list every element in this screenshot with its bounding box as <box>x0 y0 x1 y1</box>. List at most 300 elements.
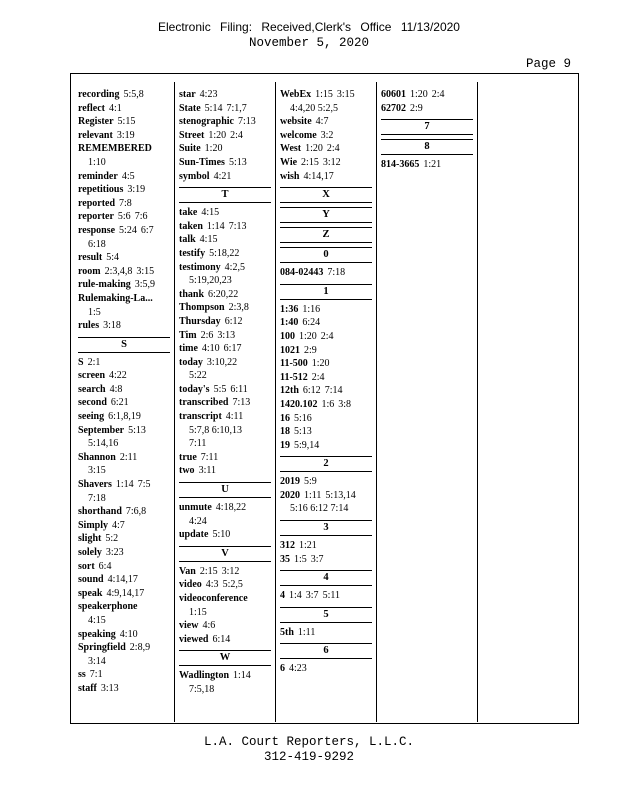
index-section-header <box>280 643 372 659</box>
index-section-header <box>280 570 372 586</box>
section-letter: U <box>179 483 271 498</box>
index-entry <box>78 587 170 601</box>
page-line-ref-continued: 7:18 <box>88 492 106 504</box>
index-word: Springfield <box>78 642 126 654</box>
index-word: search <box>78 383 106 395</box>
index-entry <box>78 197 170 211</box>
page-line-ref: 4:15 <box>201 207 220 219</box>
index-section-header <box>280 284 372 300</box>
page-line-ref: 1:20 <box>311 358 330 370</box>
index-column-2 <box>179 88 271 697</box>
index-word: 35 <box>280 553 290 565</box>
page-line-ref: 6:4 <box>98 560 112 572</box>
page-line-ref-continued: 7:11 <box>189 438 207 450</box>
index-word: 60601 <box>381 89 406 100</box>
index-entry <box>280 316 372 330</box>
index-word: ss <box>78 669 86 681</box>
index-word: State <box>179 102 201 114</box>
page-line-ref: 1:20 <box>208 129 227 141</box>
page-line-ref: 5:9 <box>304 476 317 488</box>
index-word: sound <box>78 574 104 586</box>
index-entry <box>179 451 271 465</box>
page-line-ref: 7:14 <box>324 385 343 397</box>
page-line-ref: 5:11 <box>322 590 340 602</box>
page-line-ref: 2:6 <box>200 329 214 341</box>
index-entry <box>78 600 170 614</box>
index-word: wish <box>280 170 300 182</box>
page-line-ref: 3:8 <box>338 398 352 410</box>
page-line-ref: 7:13 <box>238 116 256 128</box>
page-line-ref: 5:18,22 <box>209 247 240 259</box>
index-section-header <box>78 337 170 353</box>
page-line-ref: 4:1 <box>109 102 122 114</box>
index-word: slight <box>78 533 102 545</box>
page-line-ref: 1:20 <box>299 330 317 342</box>
page-line-ref: 5:10 <box>212 529 231 541</box>
index-entry <box>179 383 271 397</box>
page-line-ref: 1:20 <box>305 143 323 155</box>
page-line-ref: 5:13,14 <box>325 489 356 501</box>
page-line-ref: 2:3,8 <box>228 302 249 314</box>
index-entry <box>280 589 372 603</box>
page-line-ref: 3:13 <box>100 682 119 694</box>
page-line-ref: 4:3 <box>205 579 219 591</box>
page-line-ref: 5:13 <box>128 424 146 436</box>
index-word: rule-making <box>78 279 131 291</box>
header-date: November 5, 2020 <box>248 36 370 50</box>
page-line-ref: 6:20,22 <box>208 288 239 300</box>
index-entry <box>78 278 170 292</box>
index-word: transcribed <box>179 397 229 409</box>
index-word: Thursday <box>179 315 221 327</box>
page-line-ref: 6:14 <box>212 633 231 645</box>
index-entry <box>280 489 372 503</box>
index-entry <box>179 261 271 275</box>
index-entry <box>78 546 170 560</box>
index-entry <box>280 439 372 453</box>
index-column-1 <box>78 88 170 696</box>
index-entry <box>280 170 372 184</box>
page-line-ref: 5:15 <box>117 116 136 128</box>
index-word: Suite <box>179 143 201 155</box>
page-line-ref: 4:10 <box>119 628 138 640</box>
page-line-ref: 3:10,22 <box>206 356 238 368</box>
index-word: thank <box>179 288 205 300</box>
index-word: testify <box>179 247 206 259</box>
page-line-ref: 1:11 <box>297 626 316 638</box>
index-entry <box>78 115 170 129</box>
index-word: reflect <box>78 102 106 114</box>
index-entry <box>280 142 372 156</box>
page-line-ref: 4:14,17 <box>303 170 334 182</box>
page-line-ref: 7:13 <box>232 397 251 409</box>
index-word: 16 <box>280 412 290 424</box>
index-entry <box>280 425 372 439</box>
index-word: repetitious <box>78 184 124 196</box>
page-line-ref: 5:2 <box>105 533 119 545</box>
index-word: Register <box>78 116 114 128</box>
page-line-ref: 2:3,4,8 <box>104 265 133 277</box>
page-line-ref: 4:5 <box>121 170 135 182</box>
index-word: Street <box>179 129 205 141</box>
page-line-ref: 4:21 <box>213 170 232 182</box>
index-word: two <box>179 465 195 477</box>
page-line-ref-continued: 7:5,18 <box>189 683 215 695</box>
page-line-ref: 3:12 <box>221 565 240 577</box>
index-entry <box>78 88 170 102</box>
page-line-ref: 5:2,5 <box>222 579 243 591</box>
index-entry <box>179 396 271 410</box>
index-word: Rulemaking-La... <box>78 292 153 304</box>
index-entry <box>280 662 372 676</box>
page-line-ref: 5:5,8 <box>123 89 144 100</box>
index-entry <box>179 619 271 633</box>
index-section-header <box>179 546 271 562</box>
reporter-phone: 312-419-9292 <box>263 750 354 764</box>
index-entry <box>78 668 170 682</box>
index-entry <box>280 626 372 640</box>
page-line-ref-continued: 5:14,16 <box>88 438 119 450</box>
page-line-ref: 6:12 <box>302 385 321 397</box>
index-entry <box>280 266 372 280</box>
page-line-ref: 5:4 <box>106 252 120 264</box>
index-word: result <box>78 252 103 264</box>
page-line-ref-continued: 5:16 6:12 7:14 <box>290 503 349 515</box>
index-word: today <box>179 356 203 368</box>
index-word: September <box>78 424 125 436</box>
index-entry <box>78 505 170 519</box>
index-word: Wadlington <box>179 670 230 682</box>
index-entry <box>78 682 170 696</box>
page-line-ref: 4:7 <box>112 519 125 531</box>
page-line-ref: 4:6 <box>202 620 216 632</box>
section-letter: 2 <box>280 457 372 472</box>
page-line-ref-continued: 1:10 <box>88 156 106 168</box>
page-line-ref: 3:19 <box>127 184 146 196</box>
index-word: Tim <box>179 329 197 341</box>
index-word: reminder <box>78 170 118 182</box>
index-entry <box>179 301 271 315</box>
index-word: rules <box>78 320 100 332</box>
index-word: room <box>78 265 101 277</box>
index-section-header <box>280 227 372 243</box>
page-line-ref: 1:14 <box>206 220 225 232</box>
index-entry <box>78 183 170 197</box>
page-line-ref: 1:16 <box>302 303 321 315</box>
column-divider <box>174 82 175 722</box>
section-letter: 4 <box>280 571 372 586</box>
page-line-ref: 4:8 <box>109 383 123 395</box>
page-line-ref: 1:5 <box>294 553 307 565</box>
index-entry <box>280 398 372 412</box>
page-line-ref-continued: 4:24 <box>189 515 207 527</box>
index-entry <box>179 528 271 542</box>
index-word: take <box>179 207 198 219</box>
reporter-company: L.A. Court Reporters, L.L.C. <box>203 735 415 749</box>
section-letter: 0 <box>280 248 372 263</box>
page-line-ref: 3:12 <box>322 156 341 168</box>
section-letter: S <box>78 338 170 353</box>
index-entry <box>280 539 372 553</box>
index-word: 62702 <box>381 102 406 114</box>
page-line-ref: 7:5 <box>137 479 151 491</box>
index-entry <box>179 329 271 343</box>
index-word: recording <box>78 89 120 100</box>
page-line-ref: 7:6 <box>134 211 148 223</box>
index-entry <box>179 288 271 302</box>
index-word: testimony <box>179 261 221 273</box>
page-line-ref: 6:11 <box>230 383 248 395</box>
index-word: S <box>78 356 84 368</box>
index-section-header <box>280 187 372 203</box>
page-line-ref-continued: 4:4,20 5:2,5 <box>290 102 339 114</box>
index-entry <box>78 519 170 533</box>
index-entry <box>78 319 170 333</box>
page-line-ref: 2:1 <box>87 356 101 368</box>
page-line-ref-continued: 5:7,8 6:10,13 <box>189 424 243 436</box>
index-word: view <box>179 620 199 632</box>
index-word: REMEMBERED <box>78 143 152 155</box>
index-word: speakerphone <box>78 601 138 613</box>
index-entry <box>78 573 170 587</box>
index-entry <box>280 115 372 129</box>
page-line-ref: 3:19 <box>116 129 135 141</box>
index-entry <box>179 156 271 170</box>
index-word: true <box>179 451 197 463</box>
index-entry <box>179 565 271 579</box>
section-letter: Y <box>280 208 372 223</box>
index-section-header <box>381 139 473 155</box>
index-entry <box>280 357 372 371</box>
index-entry <box>78 396 170 410</box>
page-line-ref: 3:18 <box>103 320 121 332</box>
index-entry <box>78 628 170 642</box>
page-line-ref: 4:10 <box>201 343 220 355</box>
index-entry <box>179 633 271 647</box>
page-line-ref: 1:4 <box>289 590 302 602</box>
page-line-ref: 5:13 <box>294 426 312 438</box>
page-line-ref: 2:4 <box>320 330 334 342</box>
page-line-ref: 6:17 <box>223 343 242 355</box>
section-letter: W <box>179 651 271 666</box>
page-line-ref: 4:23 <box>289 663 307 675</box>
page-line-ref: 2:8,9 <box>129 642 151 654</box>
page-line-ref: 4:2,5 <box>224 261 245 273</box>
index-word: transcript <box>179 411 222 423</box>
index-entry <box>78 451 170 465</box>
index-entry <box>280 412 372 426</box>
page-line-ref: 7:6,8 <box>125 506 147 518</box>
index-entry <box>78 142 170 156</box>
page-line-ref: 2:4 <box>230 129 243 141</box>
section-letter: 6 <box>280 644 372 659</box>
page-line-ref: 4:11 <box>225 411 244 423</box>
index-word: Sun-Times <box>179 156 225 168</box>
index-word: 18 <box>280 426 290 438</box>
index-word: reporter <box>78 211 114 223</box>
page-line-ref-continued: 4:15 <box>88 614 106 626</box>
index-entry <box>78 410 170 424</box>
page-line-ref: 5:24 <box>119 224 137 236</box>
page-line-ref: 4:23 <box>199 89 218 100</box>
index-word: 4 <box>280 590 285 602</box>
page-line-ref-continued: 5:19,20,23 <box>189 275 232 287</box>
index-word: staff <box>78 682 97 694</box>
index-word: 12th <box>280 385 299 397</box>
index-section-header <box>381 119 473 135</box>
index-entry <box>179 464 271 478</box>
index-entry <box>78 129 170 143</box>
index-word: 1:40 <box>280 317 299 329</box>
index-entry <box>179 315 271 329</box>
index-entry <box>179 115 271 129</box>
section-letter: Z <box>280 228 372 243</box>
page-line-ref: 4:15 <box>199 234 218 246</box>
index-entry <box>179 220 271 234</box>
index-word: stenographic <box>179 116 234 128</box>
index-word: Wie <box>280 156 298 168</box>
index-section-header <box>179 187 271 203</box>
index-word: 1021 <box>280 344 300 356</box>
index-word: Thompson <box>179 302 225 314</box>
index-entry <box>78 102 170 116</box>
index-word: 1420.102 <box>280 398 318 410</box>
index-entry <box>280 303 372 317</box>
page-line-ref-continued: 1:5 <box>88 306 101 318</box>
index-word: response <box>78 224 116 236</box>
index-word: video <box>179 579 202 591</box>
page-line-ref: 7:11 <box>200 451 219 463</box>
page-line-ref: 5:5 <box>213 383 227 395</box>
page-line-ref-continued: 6:18 <box>88 238 106 250</box>
index-entry <box>381 88 473 102</box>
index-word: speaking <box>78 628 116 640</box>
index-entry <box>280 156 372 170</box>
page-line-ref: 3:2 <box>320 129 334 141</box>
page-line-ref: 6:24 <box>302 317 321 329</box>
index-entry <box>179 592 271 606</box>
page-line-ref: 4:22 <box>109 370 127 382</box>
page-line-ref: 6:21 <box>110 397 129 409</box>
page-line-ref: 7:13 <box>228 220 247 232</box>
column-divider <box>477 82 478 722</box>
page-line-ref: 7:8 <box>119 197 132 209</box>
index-word: videoconference <box>179 593 248 604</box>
section-letter: 8 <box>381 140 473 155</box>
page-line-ref: 1:15 <box>315 89 333 100</box>
index-entry <box>280 88 372 102</box>
column-divider <box>275 82 276 722</box>
page-line-ref: 7:1,7 <box>226 102 247 114</box>
index-word: star <box>179 89 196 100</box>
index-entry <box>78 383 170 397</box>
index-section-header <box>179 482 271 498</box>
page-line-ref: 5:6 <box>117 211 131 223</box>
index-entry <box>179 669 271 683</box>
index-section-header <box>179 650 271 666</box>
index-entry <box>179 233 271 247</box>
section-letter: 3 <box>280 521 372 536</box>
index-entry <box>179 247 271 261</box>
index-word: talk <box>179 234 196 246</box>
index-section-header <box>280 207 372 223</box>
page-line-ref: 1:21 <box>423 159 442 171</box>
index-entry <box>381 158 473 172</box>
index-column-3 <box>280 88 372 676</box>
index-entry <box>280 129 372 143</box>
page-line-ref: 3:5,9 <box>134 279 156 291</box>
page-line-ref: 2:9 <box>410 102 423 114</box>
index-column-4 <box>381 88 473 172</box>
index-entry <box>179 102 271 116</box>
index-entry <box>280 475 372 489</box>
page-line-ref: 1:6 <box>321 398 335 410</box>
page-line-ref: 1:20 <box>410 89 428 100</box>
index-entry <box>179 170 271 184</box>
index-word: screen <box>78 370 106 382</box>
index-entry <box>78 532 170 546</box>
index-entry <box>78 170 170 184</box>
index-word: speak <box>78 587 103 599</box>
index-entry <box>179 142 271 156</box>
page-line-ref: 4:18,22 <box>215 502 247 514</box>
index-entry <box>78 251 170 265</box>
section-letter: T <box>179 188 271 203</box>
index-word: symbol <box>179 170 210 182</box>
page-line-ref: 4:14,17 <box>107 574 138 586</box>
index-entry <box>78 356 170 370</box>
index-word: today's <box>179 383 210 395</box>
page-line-ref: 4:7 <box>315 116 329 128</box>
page-line-ref-continued: 3:15 <box>88 465 106 477</box>
page-line-ref: 5:14 <box>204 102 223 114</box>
index-entry <box>179 501 271 515</box>
page-line-ref: 7:1 <box>89 669 103 681</box>
index-entry <box>78 210 170 224</box>
index-entry <box>78 424 170 438</box>
index-word: 1:36 <box>280 303 299 315</box>
index-word: 2020 <box>280 489 300 501</box>
page-line-ref: 1:14 <box>115 479 134 491</box>
page-line-ref: 1:14 <box>233 670 251 682</box>
index-word: Van <box>179 565 196 577</box>
index-entry <box>280 330 372 344</box>
page-line-ref: 7:18 <box>327 267 346 279</box>
page-line-ref: 5:9,14 <box>294 439 320 451</box>
index-word: West <box>280 143 302 155</box>
index-entry <box>280 553 372 567</box>
index-word: seeing <box>78 411 105 423</box>
page-line-ref: 1:21 <box>299 540 317 552</box>
page-line-ref: 3:11 <box>198 465 216 477</box>
page-line-ref: 6:1,8,19 <box>108 411 141 423</box>
page-line-ref: 3:13 <box>217 329 236 341</box>
index-entry <box>381 102 473 116</box>
index-word: 814-3665 <box>381 159 420 171</box>
index-entry <box>179 410 271 424</box>
page-line-ref: 6:12 <box>224 315 243 327</box>
index-word: time <box>179 343 198 355</box>
index-section-header <box>280 607 372 623</box>
index-word: 084-02443 <box>280 267 324 279</box>
index-word: welcome <box>280 129 317 141</box>
index-word: unmute <box>179 502 212 514</box>
index-word: 2019 <box>280 476 300 488</box>
page-line-ref: 2:11 <box>119 451 138 463</box>
index-entry <box>179 342 271 356</box>
index-entry <box>78 560 170 574</box>
page-line-ref-continued: 1:15 <box>189 606 207 618</box>
